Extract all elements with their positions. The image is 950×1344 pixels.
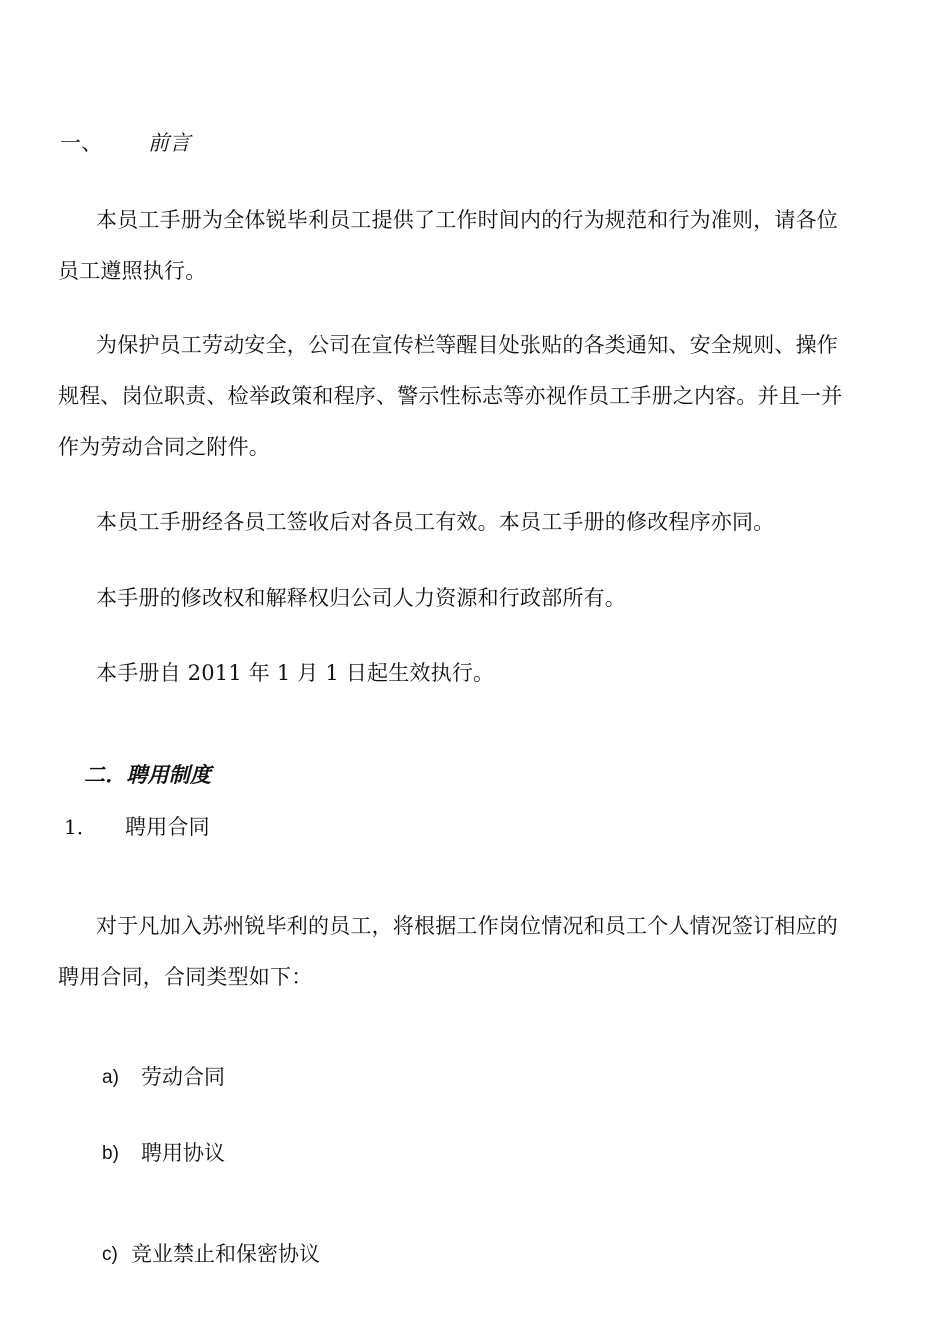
paragraph-line: 本员工手册为全体锐毕利员工提供了工作时间内的行为规范和行为准则，请各位 [96,208,838,232]
paragraph-line: 对于凡加入苏州锐毕利的员工，将根据工作岗位情况和员工个人情况签订相应的 [96,914,838,938]
list-item-marker: a) [102,1067,119,1088]
list-item-marker: b) [102,1143,119,1164]
subsection-title: 聘用合同 [125,815,210,839]
paragraph-line: 规程、岗位职责、检举政策和程序、警示性标志等亦视作员工手册之内容。并且一并 [58,384,843,408]
list-item: 竞业禁止和保密协议 [131,1242,320,1266]
paragraph-line: 本手册的修改权和解释权归公司人力资源和行政部所有。 [96,586,626,610]
paragraph-line: 为保护员工劳动安全，公司在宣传栏等醒目处张贴的各类通知、安全规则、操作 [96,333,838,357]
list-item-marker: c) [102,1244,118,1265]
paragraph-line: 聘用合同，合同类型如下： [58,965,313,989]
paragraph-line: 员工遵照执行。 [58,259,207,283]
paragraph-line: 本员工手册经各员工签收后对各员工有效。本员工手册的修改程序亦同。 [96,510,775,534]
section-number: 一、 [60,131,103,155]
section-title: 前言 [148,131,191,155]
paragraph-line: 本手册自 2011 年 1 月 1 日起生效执行。 [96,661,495,685]
list-item: 劳动合同 [141,1065,225,1089]
list-item: 聘用协议 [141,1141,225,1165]
subsection-number: 1． [64,815,98,839]
section-title: 二．聘用制度 [84,762,212,787]
paragraph-line: 作为劳动合同之附件。 [58,435,270,459]
